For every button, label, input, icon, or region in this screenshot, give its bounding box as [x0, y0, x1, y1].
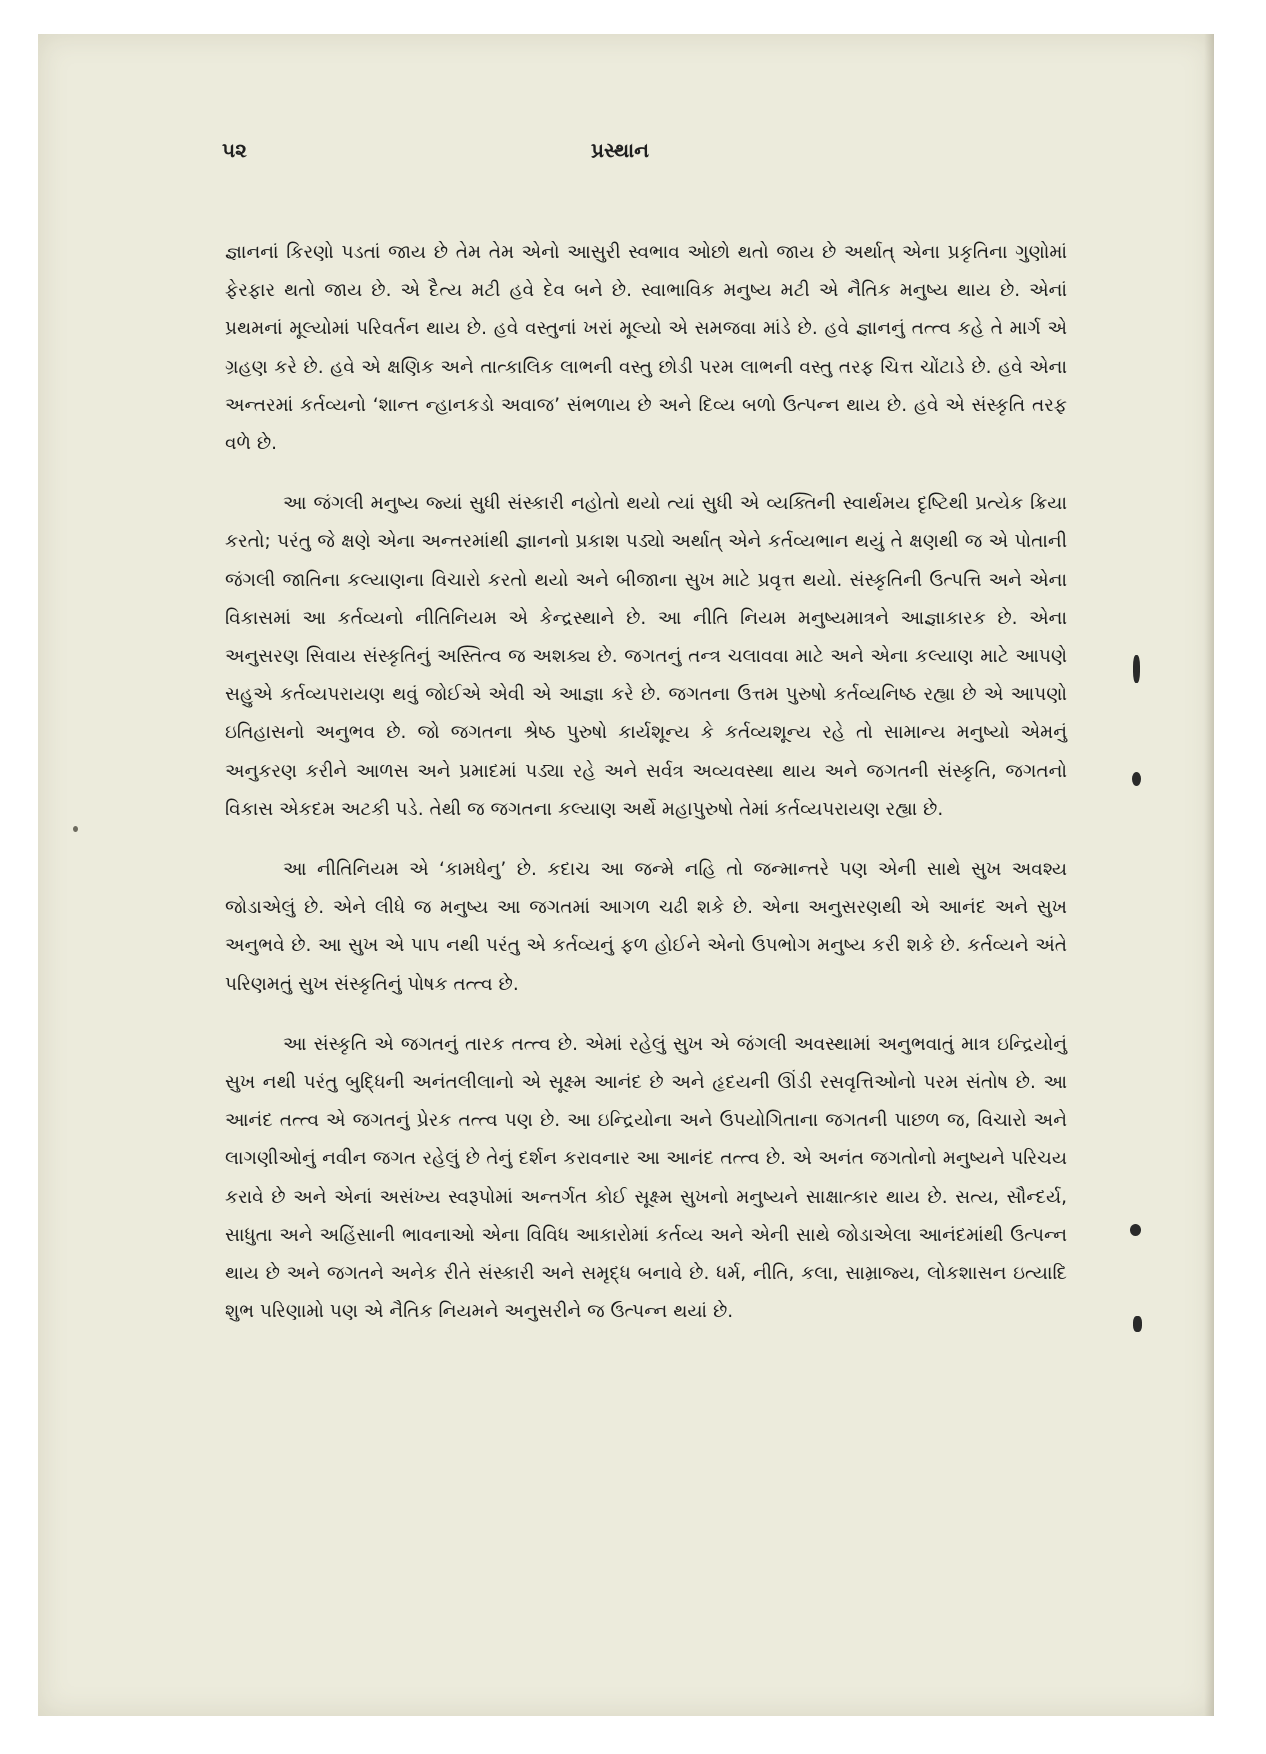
running-title: પ્રસ્થાન [590, 138, 650, 162]
paragraph-3: આ નીતિનિયમ એ ‘કામધેનુ’ છે. કદાચ આ જન્મે નહિ તો જન્માન્તરે પણ એની સાથે સુખ અવશ્ય જોડાએલું છે. એને લીધે જ મનુષ્ય આ જગતમાં આગળ ચઢી શકે છે. એના અનુસરણથી એ આનંદ અને સુખ અનુભવે છે. આ સુખ એ પાપ નથી પરંતુ એ કર્તવ્યનું ફળ હોઈને એનો ઉપભોગ મનુષ્ય કરી શકે છે. કર્તવ્યને અંતે પરિણમતું સુખ સંસ્કૃતિનું પોષક તત્ત્વ છે. [225, 859, 1067, 995]
ink-blot [1133, 1316, 1142, 1332]
ink-blot [1133, 655, 1140, 683]
page-edge-shadow [1204, 34, 1214, 1716]
page-number: ૫૨ [222, 138, 247, 162]
ink-blot [1130, 1224, 1141, 1236]
paragraph-4: આ સંસ્કૃતિ એ જગતનું તારક તત્ત્વ છે. એમાં રહેલું સુખ એ જંગલી અવસ્થામાં અનુભવાતું માત્ર ઇન્દ્રિયોનું સુખ નથી પરંતુ બુદ્ધિની અનંતલીલાનો એ સૂક્ષ્મ આનંદ છે અને હૃદયની ઊંડી રસવૃત્તિઓનો પરમ સંતોષ છે. આ આનંદ તત્ત્વ એ જગતનું પ્રેરક તત્ત્વ પણ છે. આ ઇન્દ્રિયોના અને ઉપયોગિતાના જગતની પાછળ જ, વિચારો અને લાગણીઓનું નવીન જગત રહેલું છે તેનું દર્શન કરાવનાર આ આનંદ તત્ત્વ છે. એ અનંત જગતોનો મનુષ્યને પરિચય કરાવે છે અને એનાં અસંખ્ય સ્વરૂપોમાં અન્તર્ગત કોઈ સૂક્ષ્મ સુખનો મનુષ્યને સાક્ષાત્કાર થાય છે. સત્ય, સૌન્દર્ય, સાધુતા અને અહિંસાની ભાવનાઓ એના વિવિધ આકારોમાં કર્તવ્ય અને એની સાથે જોડાએલા આનંદમાંથી ઉત્પન્ન થાય છે અને જગતને અનેક રીતે સંસ્કારી અને સમૃદ્ધ બનાવે છે. ધર્મ, નીતિ, કલા, સામ્રાજ્ય, લોકશાસન ઇત્યાદિ શુભ પરિણામો પણ એ નૈતિક નિયમને અનુસરીને જ ઉત્પન્ન થયાં છે. [225, 1033, 1067, 1323]
body-text [225, 234, 1067, 1331]
paragraph-2: આ જંગલી મનુષ્ય જ્યાં સુધી સંસ્કારી નહોતો થયો ત્યાં સુધી એ વ્યક્તિની સ્વાર્થમય દૃષ્ટિથી પ્રત્યેક ક્રિયા કરતો; પરંતુ જે ક્ષણે એના અન્તરમાંથી જ્ઞાનનો પ્રકાશ પડ્યો અર્થાત્ એને કર્તવ્યભાન થયું તે ક્ષણથી જ એ પોતાની જંગલી જાતિના કલ્યાણના વિચારો કરતો થયો અને બીજાના સુખ માટે પ્રવૃત્ત થયો. સંસ્કૃતિની ઉત્પત્તિ અને એના વિકાસમાં આ કર્તવ્યનો નીતિનિયમ એ કેન્દ્રસ્થાને છે. આ નીતિ નિયમ મનુષ્યમાત્રને આજ્ઞાકારક છે. એના અનુસરણ સિવાય સંસ્કૃતિનું અસ્તિત્વ જ અશક્ય છે. જગતનું તન્ત્ર ચલાવવા માટે અને એના કલ્યાણ માટે આપણે સહુએ કર્તવ્યપરાયણ થવું જોઈએ એવી એ આજ્ઞા કરે છે. જગતના ઉત્તમ પુરુષો કર્તવ્યનિષ્ઠ રહ્યા છે એ આપણો ઇતિહાસનો અનુભવ છે. જો જગતના શ્રેષ્ઠ પુરુષો કાર્યશૂન્ય કે કર્તવ્યશૂન્ય રહે તો સામાન્ય મનુષ્યો એમનું અનુકરણ કરીને આળસ અને પ્રમાદમાં પડ્યા રહે અને સર્વત્ર અવ્યવસ્થા થાય અને જગતની સંસ્કૃતિ, જગતનો વિકાસ એકદમ અટકી પડે. તેથી જ જગતના કલ્યાણ અર્થે મહાપુરુષો તેમાં કર્તવ્યપરાયણ રહ્યા છે. [225, 493, 1067, 820]
ink-speck [73, 826, 78, 832]
paragraph-1: જ્ઞાનનાં કિરણો પડતાં જાય છે તેમ તેમ એનો આસુરી સ્વભાવ ઓછો થતો જાય છે અર્થાત્ એના પ્રકૃતિના ગુણોમાં ફેરફાર થતો જાય છે. એ દૈત્ય મટી હવે દેવ બને છે. સ્વાભાવિક મનુષ્ય મટી એ નૈતિક મનુષ્ય થાય છે. એનાં પ્રથમનાં મૂલ્યોમાં પરિવર્તન થાય છે. હવે વસ્તુનાં ખરાં મૂલ્યો એ સમજવા માંડે છે. હવે જ્ઞાનનું તત્ત્વ કહે તે માર્ગ એ ગ્રહણ કરે છે. હવે એ ક્ષણિક અને તાત્કાલિક લાભની વસ્તુ છોડી પરમ લાભની વસ્તુ તરફ ચિત્ત ચોંટાડે છે. હવે એના અન્તરમાં કર્તવ્યનો ‘શાન્ત ન્હાનકડો અવાજ’ સંભળાય છે અને દિવ્ય બળો ઉત્પન્ન થાય છે. હવે એ સંસ્કૃતિ તરફ વળે છે. [225, 242, 1067, 455]
ink-blot [1132, 772, 1141, 786]
page-header [180, 138, 1060, 178]
